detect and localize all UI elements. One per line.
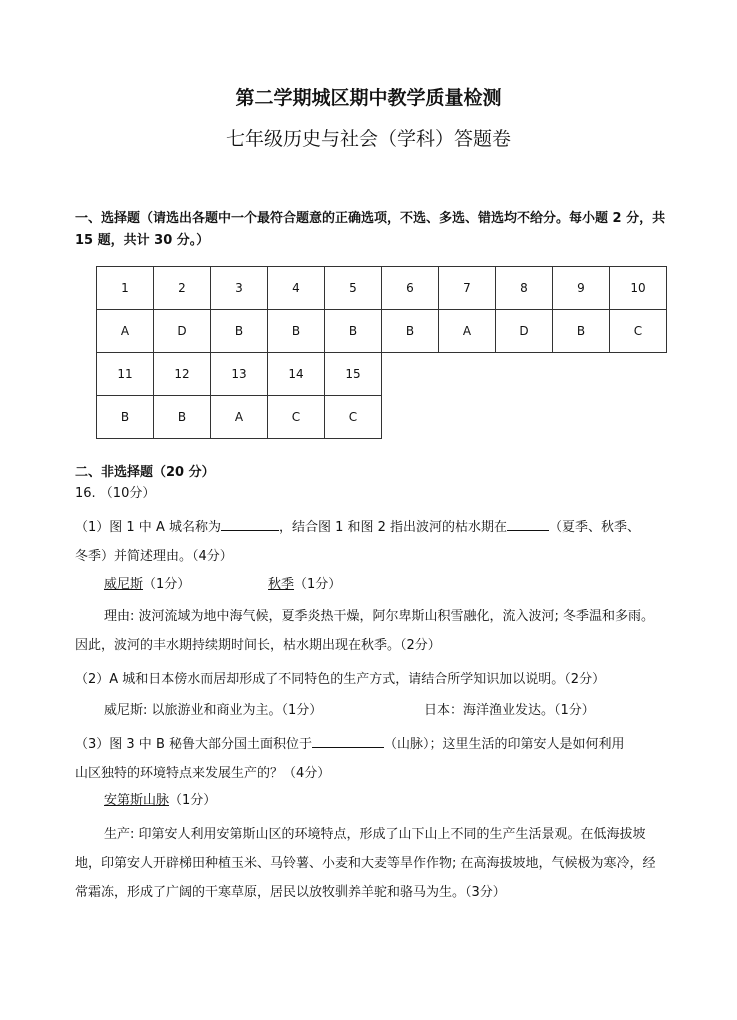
table-row-answers-1	[97, 310, 667, 353]
table-cell: B	[268, 310, 325, 353]
table-cell: 12	[154, 353, 211, 396]
table-cell: 2	[154, 267, 211, 310]
table-cell: A	[97, 310, 154, 353]
table-cell: B	[325, 310, 382, 353]
question3-line2: 山区独特的环境特点来发展生产的？（4分）	[75, 766, 331, 781]
question-text: （夏季、秋季、	[549, 520, 641, 535]
answer1-reason: 理由: 波河流域为地中海气候，夏季炎热干燥，阿尔卑斯山积雪融化，流入波河; 冬季温和多雨。因此，波河的丰水期持续期时间长，枯水期出现在秋季。（2分）	[75, 609, 655, 653]
answer2-japan: 日本：海洋渔业发达。（1分）	[424, 703, 595, 718]
score-text: （1分）	[294, 577, 342, 592]
table-cell: 8	[496, 267, 553, 310]
answer3-line	[104, 791, 216, 811]
table-cell: 6	[382, 267, 439, 310]
question16-label: 16. （10分）	[75, 486, 156, 501]
table-cell: 9	[553, 267, 610, 310]
table-cell: 14	[268, 353, 325, 396]
empty-cell	[382, 396, 439, 439]
answer2-venice: 威尼斯: 以旅游业和商业为主。（1分）	[104, 703, 323, 718]
table-cell: C	[268, 396, 325, 439]
exam-subtitle: 七年级历史与社会（学科）答题卷	[225, 128, 511, 150]
answer-value: 秋季	[268, 577, 295, 592]
question1-line1	[75, 516, 640, 538]
table-cell: B	[154, 396, 211, 439]
answer-blank	[507, 516, 549, 531]
table-row-numbers-2	[97, 353, 667, 396]
table-cell: 11	[97, 353, 154, 396]
table-cell: 10	[610, 267, 667, 310]
exam-title: 第二学期城区期中教学质量检测	[235, 87, 502, 109]
empty-cell	[439, 396, 496, 439]
question-text: （山脉）；这里生活的印第安人是如何利用	[384, 737, 625, 752]
answer1-line-b	[268, 575, 341, 595]
empty-cell	[496, 353, 553, 396]
table-cell: C	[610, 310, 667, 353]
table-row-numbers-1	[97, 267, 667, 310]
section1-heading: 一、选择题（请选出各题中一个最符合题意的正确选项，不选、多选、错选均不给分。每小题 2 分，共 15 题，共计 30 分。）	[75, 211, 666, 248]
question-text: ，结合图 1 和图 2 指出波河的枯水期在	[278, 520, 508, 535]
table-cell: 15	[325, 353, 382, 396]
answer-value: 威尼斯	[104, 577, 144, 592]
question2: （2）A 城和日本傍水而居却形成了不同特色的生产方式，请结合所学知识加以说明。（2分）	[75, 672, 606, 687]
answer-blank	[312, 733, 384, 748]
answer-table	[96, 266, 667, 439]
table-cell: 13	[211, 353, 268, 396]
question-text: （1）图 1 中 A 城名称为	[75, 520, 221, 535]
table-cell: 3	[211, 267, 268, 310]
question1-line2: 冬季）并简述理由。（4分）	[75, 549, 233, 564]
answer3-production: 生产: 印第安人利用安第斯山区的环境特点，形成了山下山上不同的生产生活景观。在低海拔坡地，印第安人开辟梯田种植玉米、马铃薯、小麦和大麦等旱作作物; 在高海拔坡地，气候极为寒冷，经常霜冻，形成了广阔的干寒草原，居民以放牧驯养羊驼和骆马为生。（3分）	[75, 827, 656, 900]
answer-blank	[221, 516, 279, 531]
empty-cell	[553, 396, 610, 439]
table-row-answers-2	[97, 396, 667, 439]
table-cell: B	[553, 310, 610, 353]
table-cell: B	[382, 310, 439, 353]
table-cell: 7	[439, 267, 496, 310]
table-cell: B	[211, 310, 268, 353]
table-cell: B	[97, 396, 154, 439]
empty-cell	[439, 353, 496, 396]
table-cell: D	[496, 310, 553, 353]
empty-cell	[496, 396, 553, 439]
empty-cell	[382, 353, 439, 396]
empty-cell	[553, 353, 610, 396]
table-cell: D	[154, 310, 211, 353]
table-cell: 5	[325, 267, 382, 310]
table-cell: A	[211, 396, 268, 439]
score-text: （1分）	[143, 577, 191, 592]
table-cell: A	[439, 310, 496, 353]
answer-value: 安第斯山脉	[104, 793, 170, 808]
empty-cell	[610, 353, 667, 396]
table-cell: C	[325, 396, 382, 439]
question-text: （3）图 3 中 B 秘鲁大部分国土面积位于	[75, 737, 312, 752]
question3-line1	[75, 733, 625, 755]
answer1-line	[104, 575, 190, 595]
score-text: （1分）	[169, 793, 217, 808]
table-cell: 1	[97, 267, 154, 310]
section2-heading: 二、非选择题（20 分）	[75, 465, 215, 480]
table-cell: 4	[268, 267, 325, 310]
empty-cell	[610, 396, 667, 439]
